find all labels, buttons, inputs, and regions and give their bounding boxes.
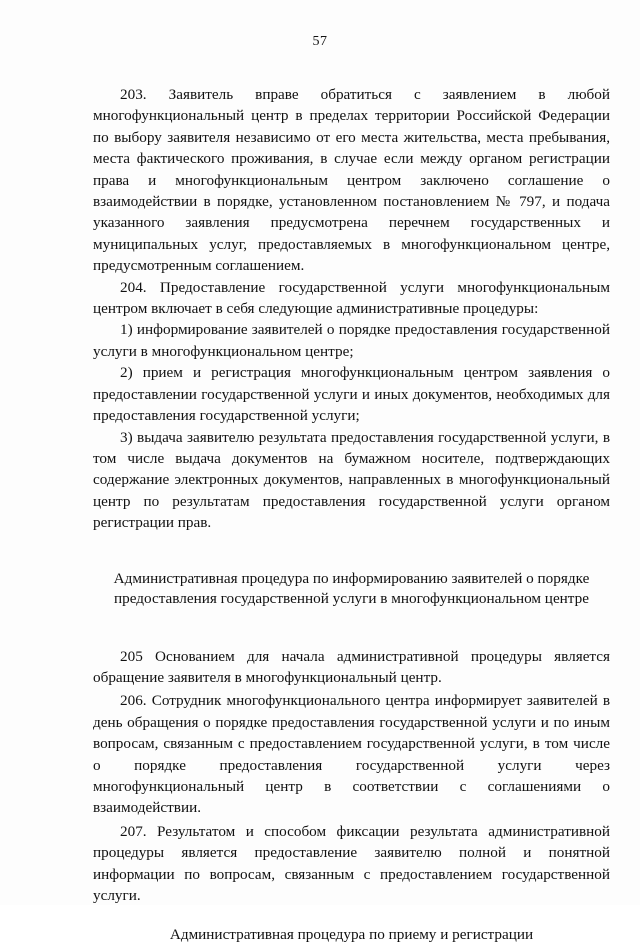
page-number: 57 (312, 34, 328, 49)
section-heading-reception: Административная процедура по приему и регистрации (169, 926, 534, 944)
paragraph-203: 203. Заявитель вправе обратиться с заявлением в любой многофункциональный центр в пределах территории Российской Федерации по выбору заявителя независимо от его места жительства, места пребывания, места фактического проживания, в случае если между органом регистрации права и многофункциональным центром заключено соглашение о взаимодействии в порядке, установленном постановлением № 797, и подача указанного заявления предусмотрена перечнем государственных и муниципальных услуг, предоставляемых в многофункциональном центре, предусмотренным соглашением. (93, 86, 610, 275)
paragraph-206: 206. Сотрудник многофункционального центра информирует заявителей в день обращения о порядке предоставления государственной услуги и по иным вопросам, связанным с предоставлением государственной услуги, в том числе о порядке предоставления государственной услуги через многофункциональный центр в соответствии с соглашениями о взаимодействии. (93, 692, 610, 817)
document-body (93, 84, 610, 945)
paragraph-204: 204. Предоставление государственной услуги многофункциональным центром включает в себя следующие административные процедуры: (93, 278, 610, 318)
section-heading-informing: Административная процедура по информированию заявителей о порядке предоставления государственной услуги в многофункциональном центре (113, 569, 590, 607)
paragraph-207: 207. Результатом и способом фиксации результата административной процедуры является предоставление заявителю полной и понятной информации по вопросам, связанным с предоставлением государственной услуги. (93, 822, 610, 904)
paragraph-205: 205 Основанием для начала административной процедуры является обращение заявителя в многофункциональный центр. (93, 647, 610, 686)
list-item-2: 2) прием и регистрация многофункциональным центром заявления о предоставлении государственной услуги и иных документов, необходимых для предоставления государственной услуги; (93, 364, 610, 425)
list-item-1: 1) информирование заявителей о порядке предоставления государственной услуги в многофункциональном центре; (93, 321, 610, 360)
list-item-3: 3) выдача заявителю результата предоставления государственной услуги, в том числе выдача документов на бумажном носителе, подтверждающих содержание электронных документов, направленных в многофункциональный центр по результатам предоставления государственной услуги органом регистрации прав. (93, 428, 610, 532)
